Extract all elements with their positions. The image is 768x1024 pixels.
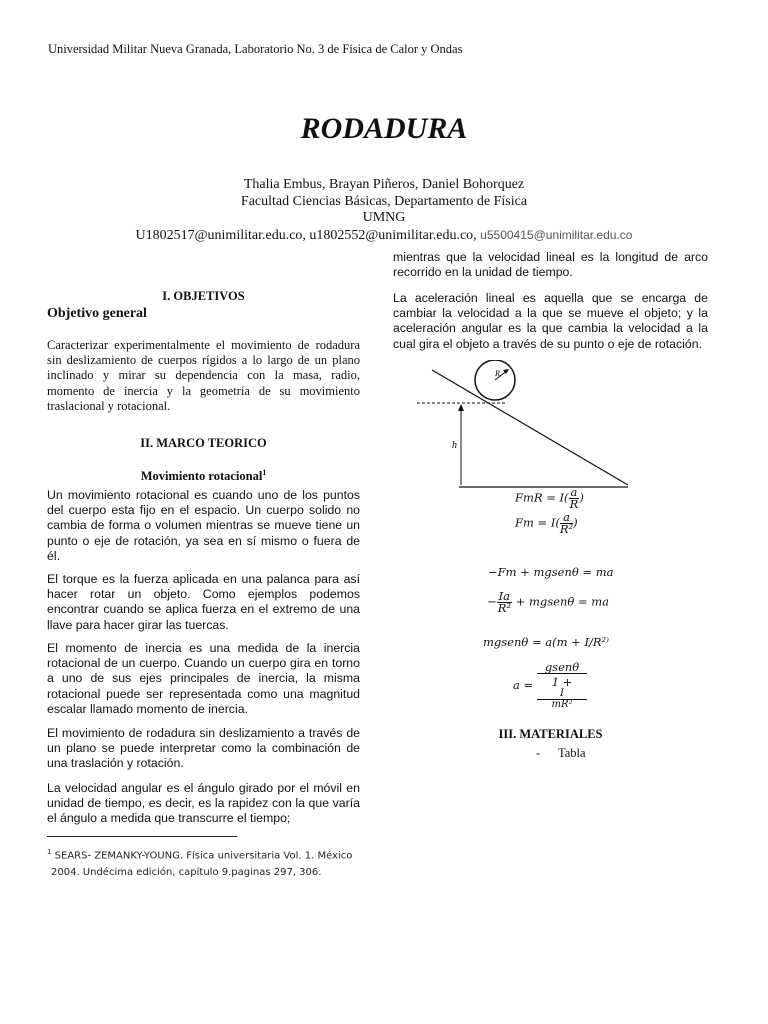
eq6-den (537, 674, 587, 710)
author-emails (0, 227, 768, 245)
subheading-movimiento-rotacional (47, 468, 360, 484)
eq1-den: R (569, 497, 579, 511)
footnote-line-2: 2004. Undécima edición, capítulo 9.paginas 297, 306. (51, 867, 322, 879)
inclined-plane-diagram (415, 360, 635, 495)
eq2-right: ) (573, 515, 578, 530)
eq2-den: R² (559, 522, 574, 536)
height-arrow-head (458, 404, 464, 411)
eq6-inner-den: mR² (551, 699, 573, 710)
subheading-text: Movimiento rotacional (140, 469, 263, 484)
eq6-inner-num: I (537, 689, 587, 700)
paragraph-linear-velocity: mientras que la velocidad lineal es la longitud de arco recorrido en la unidad de tiempo. (393, 250, 708, 280)
equation-6 (513, 662, 587, 710)
eq6-left: a = (513, 678, 534, 692)
running-header: Universidad Militar Nueva Granada, Laboratorio No. 3 de Física de Calor y Ondas (48, 42, 463, 56)
list-bullet: - (536, 746, 541, 760)
eq4-right: + mgsenθ = ma (515, 594, 610, 609)
author-emails-main: U1802517@unimilitar.edu.co, u1802552@unimilitar.edu.co, (135, 227, 477, 243)
eq2-fraction (560, 512, 573, 535)
paragraph-rolling: El movimiento de rodadura sin deslizamiento a través de un plano se puede interpretar como la combinación de una traslación y rotación. (47, 726, 360, 771)
equation-1 (515, 487, 584, 510)
section-heading-materiales: III. MATERIALES (498, 727, 603, 741)
paper-title: RODADURA (300, 112, 468, 145)
eq1-fraction (569, 487, 580, 510)
footnote-line-1 (47, 844, 367, 864)
section-heading-marco-teorico: II. MARCO TEORICO (140, 436, 267, 450)
footnote-line-1-text: SEARS- ZEMANKY-YOUNG. Física universitaria Vol. 1. México (51, 850, 353, 862)
material-tabla: Tabla (558, 746, 586, 760)
eq4-sign: − (487, 594, 497, 609)
footnote-mark: 1 (47, 848, 52, 856)
eq6-inner-fraction (537, 689, 587, 710)
section-heading-objetivos: I. OBJETIVOS (162, 289, 245, 303)
materials-list-item (536, 746, 586, 761)
height-label: h (452, 440, 457, 451)
paragraph-torque: El torque es la fuerza aplicada en una palanca para así hacer rotar un objeto. Como ejemplos podemos encontrar cuando se aplica fuerza en el extremo de una llave para hacer girar las tuercas. (47, 572, 360, 632)
footnote-rule (47, 836, 237, 837)
author-block (0, 177, 768, 244)
paragraph-rotational-motion: Un movimiento rotacional es cuando uno de los puntos del cuerpo esta fijo en el espacio. Un cuerpo solido no cambia de forma o volumen mientras se mueve tiene un punto o eje de rotación, ya sea en sí mismo o fuera de él. (47, 488, 360, 563)
radius-label: R (495, 369, 500, 378)
eq2-left: Fm = I( (515, 515, 560, 530)
author-names: Thalia Embus, Brayan Piñeros, Daniel Bohorquez (243, 177, 525, 192)
eq6-fraction (537, 662, 587, 710)
equation-2 (515, 512, 578, 535)
eq1-left: FmR = I( (515, 490, 569, 505)
eq4-den: R² (497, 601, 511, 615)
eq2-num: a (560, 512, 573, 524)
eq4-fraction (497, 591, 512, 614)
author-email-third: u5500415@unimilitar.edu.co (480, 227, 633, 242)
subheading-objetivo-general: Objetivo general (47, 306, 147, 321)
equation-3: −Fm + mgsenθ = ma (488, 565, 614, 579)
footnote-reference: 1 (262, 468, 267, 477)
author-university: UMNG (362, 210, 406, 225)
eq6-den-prefix: 1 + (551, 675, 573, 689)
footnote (47, 844, 367, 881)
paragraph-angular-velocity: La velocidad angular es el ángulo girado por el móvil en unidad de tiempo, es decir, es la rapidez con la que varía el ángulo a medida que transcurre el tiempo; (47, 781, 360, 826)
equation-5: mgsenθ = a(m + I/R²⁾ (483, 635, 609, 649)
equation-4 (487, 591, 609, 614)
paragraph-acceleration: La aceleración lineal es aquella que se encarga de cambiar la velocidad a la que se mueve el objeto; y la aceleración angular es la que cambia la velocidad a la cual gira el objeto a través de su punto o eje de rotación. (393, 291, 708, 351)
eq1-right: ) (579, 490, 584, 505)
eq1-num: a (570, 485, 578, 499)
author-faculty: Facultad Ciencias Básicas, Departamento de Física (240, 193, 528, 209)
objetivo-general-text: Caracterizar experimentalmente el movimiento de rodadura sin deslizamiento de cuerpos rígidos a lo largo de un plano inclinado y mirar su dependencia con la masa, radio, momento de inercia y la geometría de su movimiento traslacional y rotacional. (47, 338, 360, 413)
paragraph-moment-of-inertia: El momento de inercia es una medida de la inercia rotacional de un cuerpo. Cuando un cuerpo gira en torno a uno de sus ejes principales de inercia, la misma rotacional puede ser representada como una magnitud escalar llamado momento de inercia. (47, 641, 360, 716)
eq4-num: Ia (498, 589, 511, 603)
eq6-num: gsenθ (537, 662, 587, 674)
